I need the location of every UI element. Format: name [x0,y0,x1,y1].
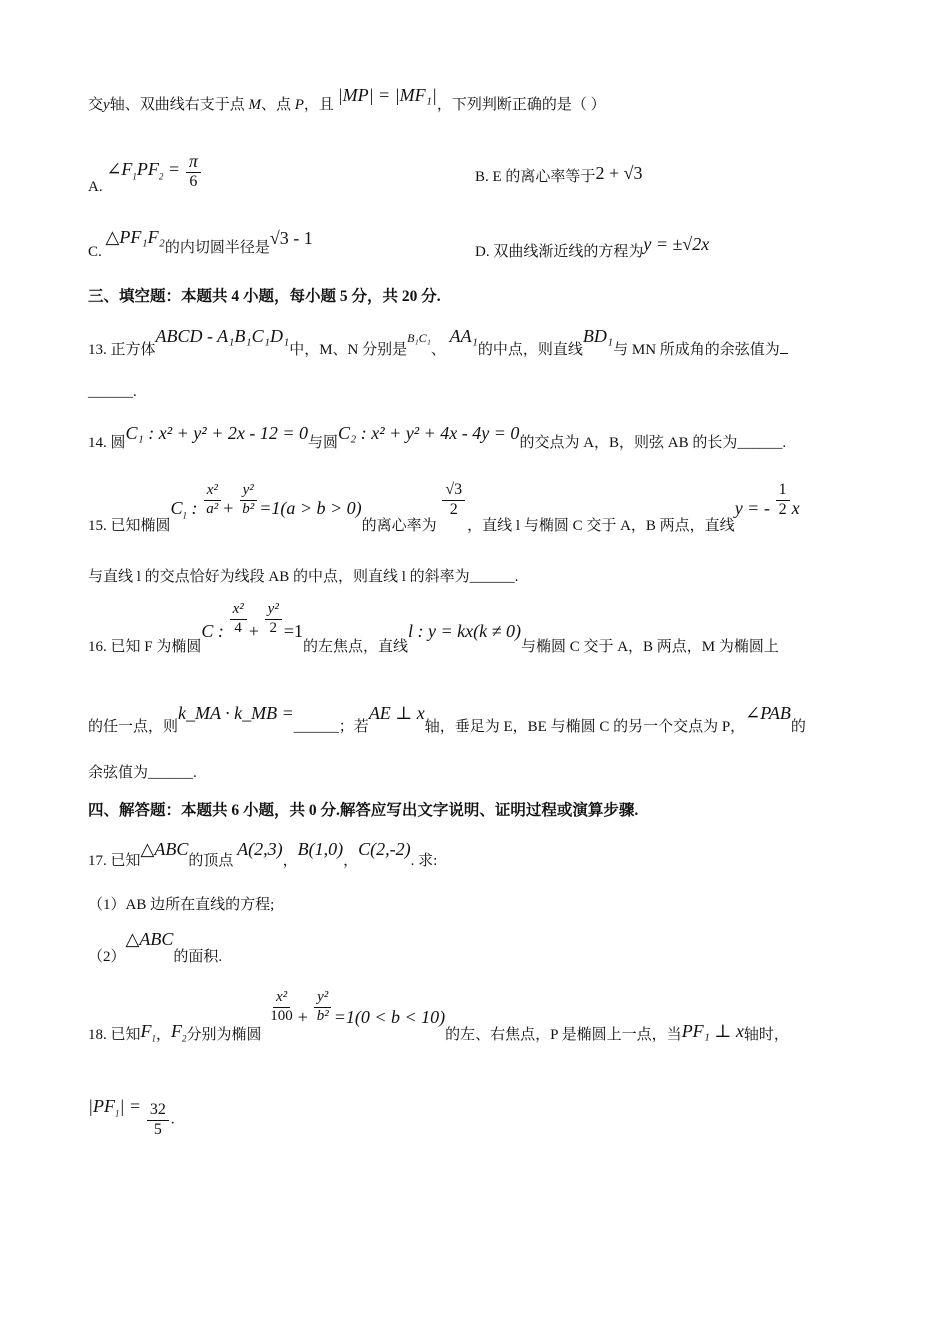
q15-line2: 与直线 l 的交点恰好为线段 AB 的中点，则直线 l 的斜率为______. [88,569,519,585]
q17-part2: （2）△ABC的面积. [88,929,223,965]
q18: 18. 已知$F_1$，$F_2$分别为椭圆 $\frac{\text{x²}}{100}$ + $\frac{\text{y²}}{\text{b²}}$ =1(0 < b < 10)的左、右焦点，P 是椭圆上一点，当PF₁ ⊥ x轴时， [88,989,789,1044]
q18-given: $|PF_1|$ = $\frac{32}{5}$ . [88,1095,175,1138]
q15: 15. 已知椭圆$C_1$ : $\frac{\text{x²}}{\text{a²}}$ + $\frac{\text{y²}}{\text{b²}}$ =1(a > b > 0)的离心率为 $\frac{√3}{2}$ ，直线 l 与椭圆 C 交于 A，B 两点，直线y = - $\frac{1}{2}$ x [88,481,800,534]
q13: 13. 正方体ABCD - A₁B₁C₁D₁中，M、N 分别是B₁C₁、 AA₁的中点，则直线BD₁与 MN 所成角的余弦值为 [88,327,788,346]
q16: 16. 已知 F 为椭圆C : $\frac{\text{x²}}{4}$ + $\frac{\text{y²}}{2}$ =1的左焦点，直线l : y = kx(k ≠ 0)与椭圆 C 交于 A，B 两点，M 为椭圆上 [88,601,779,655]
q12-option-d: D. 双曲线渐近线的方程为y = ±√2x [475,234,710,260]
q12-option-a: A. $\angle F_1PF_2$ = $\frac{\pi}{6}$ [88,152,203,191]
section-4-heading: 四、解答题：本题共 6 小题，共 0 分.解答应写出文字说明、证明过程或演算步骤. [88,802,639,819]
q17: 17. 已知△ABC的顶点 A(2,3)，B(1,0)，C(2,-2). 求: [88,839,438,869]
q17-part1: （1）AB 边所在直线的方程; [88,897,275,913]
section-3-heading: 三、填空题：本题共 4 小题，每小题 5 分，共 20 分. [88,288,441,305]
q12-option-b: B. E 的离心率等于2 + √3 [475,163,643,185]
var-y: y [103,97,110,113]
q14: 14. 圆C₁ : x² + y² + 2x - 12 = 0与圆C₂ : x² + y² + 4x - 4y = 0的交点为 A，B，则弦 AB 的长为______. [88,423,787,451]
q12-stem: 交y轴、双曲线右支于点 M、点 P，且 |MP| = |MF₁|，下列判断正确的是（ ） [88,85,606,113]
q16-line3: 余弦值为______. [88,765,197,781]
q16-line2: 的任一点，则k_MA · k_MB =______；若AE ⊥ x轴，垂足为 E，BE 与椭圆 C 的另一个交点为 P，∠PAB的 [88,703,806,735]
q12-condition: |MP| = |MF₁| [337,85,437,105]
q12-option-c: C. △PF₁F₂的内切圆半径是√3 - 1 [88,227,313,260]
q13-blank: ______. [88,384,137,400]
